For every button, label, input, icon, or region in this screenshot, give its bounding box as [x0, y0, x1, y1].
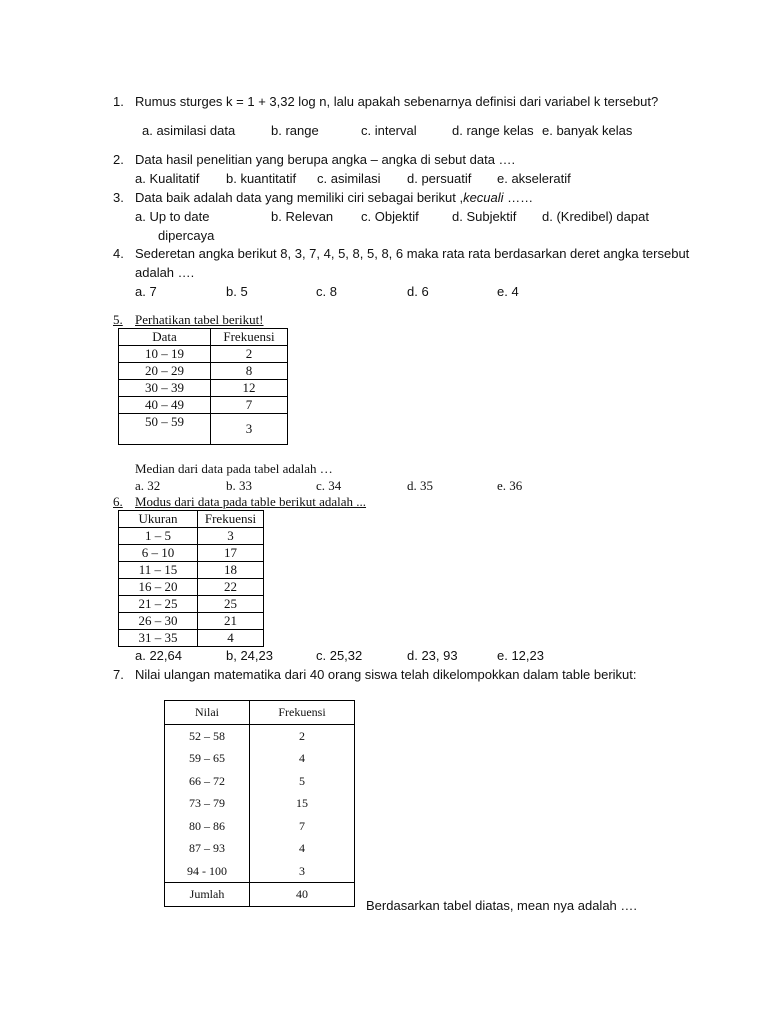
- q7-table: [164, 700, 355, 907]
- q2-option-c: c. asimilasi: [317, 171, 381, 186]
- table-cell: 94 - 100: [165, 860, 250, 883]
- table-cell: 11 – 15: [119, 562, 198, 579]
- q1-option-e: e. banyak kelas: [542, 123, 633, 138]
- q5-number: 5.: [113, 312, 123, 327]
- table-cell: 66 – 72: [165, 770, 250, 792]
- table-header-nilai: Nilai: [165, 701, 250, 725]
- table-row: [165, 725, 355, 748]
- table-cell: 3: [211, 414, 288, 445]
- q5-option-a: a. 32: [135, 478, 161, 493]
- q7-number: 7.: [113, 667, 124, 682]
- q3-option-c: c. Objektif: [361, 209, 419, 224]
- table-cell: 21: [198, 613, 264, 630]
- table-cell: 20 – 29: [119, 363, 211, 380]
- q5-option-b: b. 33: [226, 478, 252, 493]
- q7-question: Berdasarkan tabel diatas, mean nya adalah ….: [366, 898, 638, 913]
- table-row: [119, 363, 288, 380]
- q5-question: Median dari data pada tabel adalah …: [135, 461, 333, 476]
- q6-number: 6.: [113, 494, 123, 509]
- q3-option-a: a. Up to date: [135, 209, 210, 224]
- table-row: [119, 579, 264, 596]
- table-cell: 5: [250, 770, 355, 792]
- table-cell: 10 – 19: [119, 346, 211, 363]
- table-cell: 80 – 86: [165, 815, 250, 837]
- table-row: [165, 860, 355, 883]
- table-cell: 7: [211, 397, 288, 414]
- table-total-row: [165, 883, 355, 907]
- table-row: [119, 346, 288, 363]
- table-row: [119, 562, 264, 579]
- q3-text: Data baik adalah data yang memiliki ciri sebagai berikut ,kecuali ……: [135, 190, 534, 205]
- q1-option-d: d. range kelas: [452, 123, 534, 138]
- q3-number: 3.: [113, 190, 124, 205]
- q4-text-line1: Sederetan angka berikut 8, 3, 7, 4, 5, 8, 5, 8, 6 maka rata rata berdasarkan deret angka tersebut: [135, 246, 690, 261]
- q3-option-b: b. Relevan: [271, 209, 334, 224]
- q1-number: 1.: [113, 94, 124, 109]
- q3-option-e-continued: dipercaya: [158, 228, 215, 243]
- table-row: [119, 596, 264, 613]
- table-cell: 40 – 49: [119, 397, 211, 414]
- q4-option-a: a. 7: [135, 284, 157, 299]
- q6-option-a: a. 22,64: [135, 648, 182, 663]
- q2-number: 2.: [113, 152, 124, 167]
- q1-option-c: c. interval: [361, 123, 417, 138]
- table-cell: 6 – 10: [119, 545, 198, 562]
- q2-option-d: d. persuatif: [407, 171, 472, 186]
- q6-option-d: d. 23, 93: [407, 648, 458, 663]
- q3-option-e: d. (Kredibel) dapat: [542, 209, 649, 224]
- table-cell: 22: [198, 579, 264, 596]
- q5-table: [118, 328, 288, 445]
- table-header-row: [119, 511, 264, 528]
- table-cell: 2: [250, 725, 355, 748]
- q3-option-d: d. Subjektif: [452, 209, 517, 224]
- q6-table: [118, 510, 264, 647]
- q4-option-c: c. 8: [316, 284, 337, 299]
- table-cell: 26 – 30: [119, 613, 198, 630]
- table-cell: 30 – 39: [119, 380, 211, 397]
- q2-text: Data hasil penelitian yang berupa angka – angka di sebut data ….: [135, 152, 516, 167]
- q5-option-d: d. 35: [407, 478, 433, 493]
- table-header-frekuensi: Frekuensi: [250, 701, 355, 725]
- table-cell: 4: [250, 837, 355, 860]
- q4-number: 4.: [113, 246, 124, 261]
- table-cell: 87 – 93: [165, 837, 250, 860]
- table-header-ukuran: Ukuran: [119, 511, 198, 528]
- table-header-data: Data: [119, 329, 211, 346]
- q1-option-b: b. range: [271, 123, 319, 138]
- table-cell: 52 – 58: [165, 725, 250, 748]
- table-row: [119, 414, 288, 445]
- table-row: [165, 747, 355, 770]
- q6-text: Modus dari data pada table berikut adalah ...: [135, 494, 367, 509]
- table-row: [119, 528, 264, 545]
- q4-option-e: e. 4: [497, 284, 519, 299]
- table-cell: 2: [211, 346, 288, 363]
- table-cell: 31 – 35: [119, 630, 198, 647]
- table-cell: 59 – 65: [165, 747, 250, 770]
- q5-option-c: c. 34: [316, 478, 342, 493]
- q6-option-e: e. 12,23: [497, 648, 544, 663]
- table-cell: 18: [198, 562, 264, 579]
- table-header-frekuensi: Frekuensi: [211, 329, 288, 346]
- q2-option-a: a. Kualitatif: [135, 171, 200, 186]
- q6-option-c: c. 25,32: [316, 648, 363, 663]
- table-row: [165, 770, 355, 792]
- table-total-label: Jumlah: [165, 883, 250, 907]
- table-row: [119, 545, 264, 562]
- table-cell: 4: [198, 630, 264, 647]
- table-cell: 50 – 59: [119, 414, 211, 445]
- q7-text: Nilai ulangan matematika dari 40 orang siswa telah dikelompokkan dalam table berikut:: [135, 667, 637, 682]
- q1-text: Rumus sturges k = 1 + 3,32 log n, lalu apakah sebenarnya definisi dari variabel k tersebut?: [135, 94, 659, 109]
- q4-option-d: d. 6: [407, 284, 429, 299]
- table-cell: 3: [250, 860, 355, 883]
- table-header-row: [119, 329, 288, 346]
- table-row: [119, 397, 288, 414]
- table-header-frekuensi: Frekuensi: [198, 511, 264, 528]
- table-cell: 4: [250, 747, 355, 770]
- q5-option-e: e. 36: [497, 478, 523, 493]
- table-cell: 17: [198, 545, 264, 562]
- q2-option-e: e. akseleratif: [497, 171, 571, 186]
- table-cell: 25: [198, 596, 264, 613]
- table-header-row: [165, 701, 355, 725]
- table-row: [165, 792, 355, 815]
- table-row: [119, 380, 288, 397]
- table-row: [165, 815, 355, 837]
- table-row: [165, 837, 355, 860]
- q5-text: Perhatikan tabel berikut!: [135, 312, 264, 327]
- table-cell: 1 – 5: [119, 528, 198, 545]
- table-cell: 21 – 25: [119, 596, 198, 613]
- table-cell: 16 – 20: [119, 579, 198, 596]
- q4-text-line2: adalah ….: [135, 265, 195, 280]
- table-cell: 8: [211, 363, 288, 380]
- q1-option-a: a. asimilasi data: [142, 123, 236, 138]
- table-cell: 7: [250, 815, 355, 837]
- table-cell: 12: [211, 380, 288, 397]
- table-cell: 73 – 79: [165, 792, 250, 815]
- q4-option-b: b. 5: [226, 284, 248, 299]
- table-cell: 3: [198, 528, 264, 545]
- table-row: [119, 613, 264, 630]
- table-cell: 15: [250, 792, 355, 815]
- table-row: [119, 630, 264, 647]
- q2-option-b: b. kuantitatif: [226, 171, 297, 186]
- table-total-value: 40: [250, 883, 355, 907]
- q6-option-b: b, 24,23: [226, 648, 273, 663]
